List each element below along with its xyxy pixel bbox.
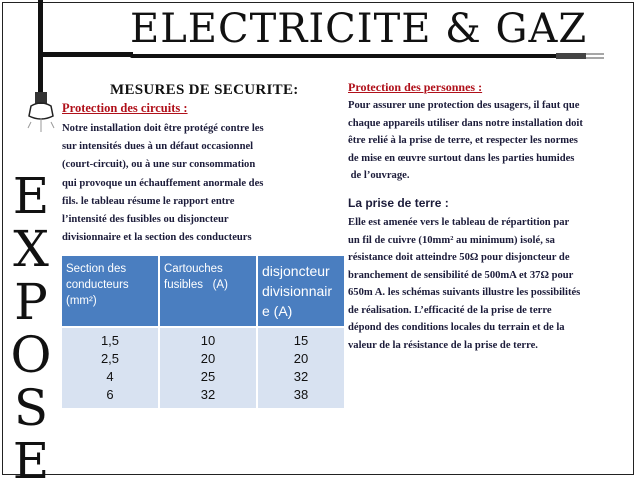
- paragraph-line: 650m A. les schémas suivants illustre les possibilités: [348, 287, 581, 298]
- paragraph-line: (court-circuit), ou à une sur consommation: [62, 159, 256, 171]
- table-header-fuses: [159, 256, 257, 327]
- cell-value: 2,5: [100, 351, 120, 366]
- side-letter: S: [13, 379, 49, 437]
- header-line: Cartouches: [164, 263, 223, 275]
- page-title: ELECTRICITE & GAZ: [130, 6, 588, 52]
- cell-value: 4: [106, 369, 114, 384]
- table-cell-section: [62, 327, 159, 408]
- circuits-subtitle: Protection des circuits :: [62, 101, 188, 115]
- light-bulb-icon: [26, 92, 56, 134]
- cell-value: 6: [106, 387, 114, 402]
- cell-value: 25: [200, 369, 216, 384]
- cable-plug-icon: [556, 51, 606, 61]
- paragraph-line: Pour assurer une protection des usagers, il faut que: [348, 100, 580, 111]
- side-letter: O: [10, 326, 52, 384]
- cell-value: 32: [200, 387, 216, 402]
- protection-table: [62, 256, 344, 408]
- paragraph-line: fils. le tableau résume le rapport entre: [62, 195, 235, 207]
- paragraph-line: un fil de cuivre (10mm² au minimum) isolé, sa: [348, 234, 555, 246]
- header-line: (mm²): [66, 295, 97, 307]
- side-letter: P: [14, 273, 48, 331]
- table-header-section: [62, 256, 159, 327]
- paragraph-line: de réalisation. L’efficacité de la prise de terre: [348, 304, 552, 316]
- header-line: Section des: [66, 263, 127, 275]
- table-row: [62, 327, 344, 408]
- table-cell-breaker: [257, 327, 344, 408]
- paragraph-line: Elle est amenée vers le tableau de répartition par: [348, 217, 570, 228]
- paragraph-line: qui provoque un échauffement anormale des: [62, 177, 264, 189]
- paragraph-line: l’intensité des fusibles ou disjoncteur: [62, 214, 229, 226]
- side-word-expose: [8, 167, 54, 490]
- header-line: fusibles (A): [164, 279, 228, 291]
- paragraph-line: résistance doit atteindre 50Ω pour disjoncteur de: [348, 252, 570, 263]
- side-letter: E: [12, 167, 50, 225]
- earth-paragraph: [348, 214, 580, 354]
- table-header-breaker: [257, 256, 344, 327]
- paragraph-line: branchement de sensibilité de 500mA et 37Ω pour: [348, 269, 574, 281]
- cell-value: 32: [293, 369, 309, 384]
- section-heading: MESURES DE SECURITE:: [110, 82, 299, 98]
- circuits-paragraph: [62, 120, 264, 247]
- cell-value: 15: [293, 333, 309, 348]
- paragraph-line: de l’ouvrage.: [348, 170, 410, 181]
- header-cable: [130, 54, 560, 58]
- header-line: e (A): [262, 303, 293, 319]
- horizontal-wire: [38, 52, 133, 57]
- vertical-wire: [38, 0, 43, 100]
- paragraph-line: dépond des conditions locales du terrain et de la: [348, 322, 565, 333]
- paragraph-line: divisionnaire et la section des conducteurs: [62, 232, 252, 244]
- header-line: divisionnair: [262, 283, 333, 299]
- side-letter: X: [13, 220, 49, 278]
- header-line: conducteurs: [66, 279, 129, 291]
- cell-value: 20: [293, 351, 309, 366]
- cell-value: 20: [200, 351, 216, 366]
- cell-value: 1,5: [100, 333, 120, 348]
- paragraph-line: chaque appareils utiliser dans notre installation doit: [348, 117, 583, 129]
- earth-subtitle: La prise de terre :: [348, 196, 449, 210]
- table-cell-fuses: [159, 327, 257, 408]
- paragraph-line: Notre installation doit être protégé contre les: [62, 123, 264, 134]
- persons-subtitle: Protection des personnes :: [348, 80, 483, 94]
- paragraph-line: être relié à la prise de terre, et respecter les normes: [348, 135, 578, 146]
- paragraph-line: sur intensités dues à un défaut occasionnel: [62, 141, 254, 153]
- persons-paragraph: [348, 97, 583, 185]
- side-letter: E: [12, 432, 50, 490]
- cell-value: 38: [293, 387, 309, 402]
- cell-value: 10: [200, 333, 216, 348]
- paragraph-line: valeur de la résistance de la prise de terre.: [348, 339, 538, 351]
- header-line: disjoncteur: [262, 263, 330, 279]
- paragraph-line: de mise en œuvre surtout dans les parties humides: [348, 152, 575, 164]
